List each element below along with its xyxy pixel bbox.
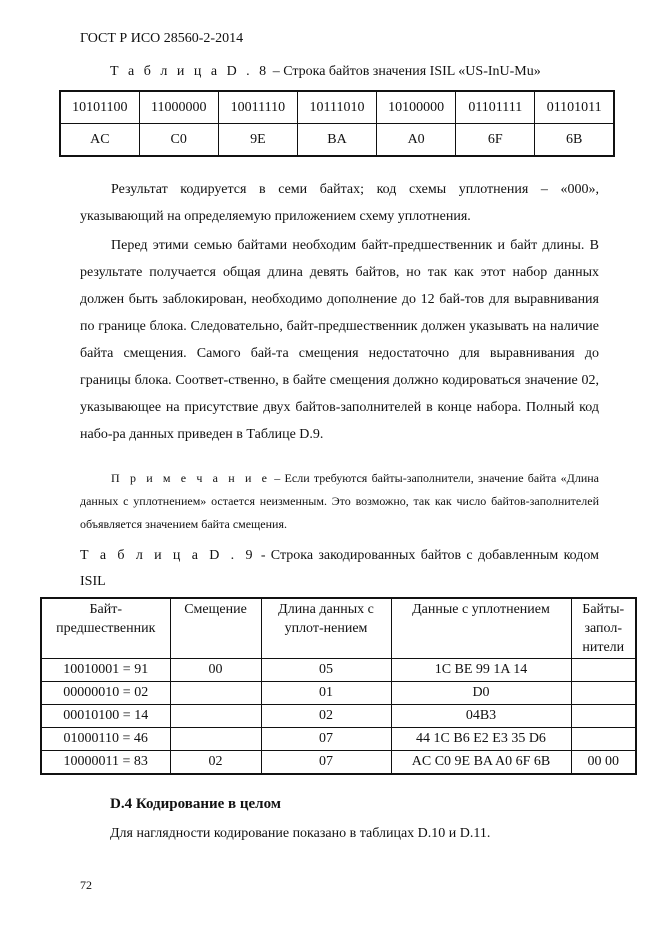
document-header: ГОСТ Р ИСО 28560-2-2014 [80,31,244,46]
table-d9-caption [80,543,599,595]
table-cell: 1C BE 99 1A 14 [391,659,571,682]
body-text [80,176,599,448]
table-d9-caption-label: Т а б л и ц а D . 9 [80,548,256,563]
table-cell: D0 [391,682,571,705]
table-cell: 05 [261,659,391,682]
table-cell [571,728,636,751]
table-cell: 04B3 [391,705,571,728]
table-d8-binary-row [60,91,614,124]
column-header-preceding-byte: Байт-предшественник [41,598,170,659]
column-header-compacted-data: Данные с уплотнением [391,598,571,659]
table-cell: 01101111 [456,91,535,124]
table-cell: 01101011 [535,91,614,124]
note-label: П р и м е ч а н и е [111,471,270,485]
paragraph-result: Результат кодируется в семи байтах; код схемы уплотнения – «000», указывающий на определяемую приложением схему уплотнения. [80,182,599,224]
table-cell: 10000011 = 83 [41,751,170,775]
table-cell: 10111010 [297,91,376,124]
paragraph-preceding-byte: Перед этими семью байтами необходим байт-предшественник и байт длины. В результате получается общая длина девять байтов, но так как этот набор данных должен быть заблокирован, необходимо дополнение до 12 бай-тов для выравнивания по границе блока. Следовательно, байт-предшественник должен указывать на наличие байта смещения. Самого бай-та смещения недостаточно для выравнивания до границы блока. Соответ-ственно, в байте смещения должно кодироваться значение 02, указывающее на присутствие двух байтов-заполнителей в конце набора. Полный код набо-ра данных приведен в Таблице D.9. [80,238,599,442]
table-cell: 02 [261,705,391,728]
table-cell: 6B [535,124,614,157]
table-cell: 9E [218,124,297,157]
table-cell: 00010100 = 14 [41,705,170,728]
table-cell [170,705,261,728]
table-d8-caption-label: Т а б л и ц а D . 8 [110,64,270,79]
table-d8-caption [110,64,541,80]
table-d8 [59,90,615,157]
table-d9 [40,597,637,775]
column-header-offset: Смещение [170,598,261,659]
table-cell [170,728,261,751]
table-cell: A0 [377,124,456,157]
table-cell: 00 00 [571,751,636,775]
table-cell: 10011110 [218,91,297,124]
table-cell: AC C0 9E BA A0 6F 6B [391,751,571,775]
section-text: Для наглядности кодирование показано в таблицах D.10 и D.11. [110,826,491,841]
table-cell: 6F [456,124,535,157]
table-cell: C0 [139,124,218,157]
section-heading: D.4 Кодирование в целом [110,796,282,812]
table-cell: 07 [261,728,391,751]
table-cell: 00 [170,659,261,682]
table-cell: BA [297,124,376,157]
note-block [80,467,599,536]
table-cell [571,705,636,728]
table-d8-caption-text: – Строка байтов значения ISIL «US-InU-Mu» [272,64,541,79]
table-cell [571,682,636,705]
table-row [41,705,636,728]
table-cell: 02 [170,751,261,775]
table-cell: 10101100 [60,91,139,124]
table-cell: 07 [261,751,391,775]
table-d9-caption-text: - Строка закодированных байтов с добавленным кодом ISIL [80,548,599,589]
table-cell: 11000000 [139,91,218,124]
table-cell: 00000010 = 02 [41,682,170,705]
note-text: – Если требуются байты-заполнители, значение байта «Длина данных с уплотнением» остается неизменным. Это возможно, так как число байтов-заполнителей объявляется значением байта смещения. [80,471,599,531]
table-cell: 01000110 = 46 [41,728,170,751]
table-row [41,682,636,705]
table-cell: 10010001 = 91 [41,659,170,682]
page-number: 72 [80,878,92,892]
table-row [41,751,636,775]
table-cell: AC [60,124,139,157]
table-d8-hex-row [60,124,614,157]
table-cell [170,682,261,705]
table-cell [571,659,636,682]
table-cell: 44 1C B6 E2 E3 35 D6 [391,728,571,751]
column-header-compacted-length: Длина данных с уплот-нением [261,598,391,659]
table-row [41,659,636,682]
table-row [41,728,636,751]
column-header-padding-bytes: Байты-запол-нители [571,598,636,659]
table-cell: 01 [261,682,391,705]
table-cell: 10100000 [377,91,456,124]
table-d9-header-row [41,598,636,659]
